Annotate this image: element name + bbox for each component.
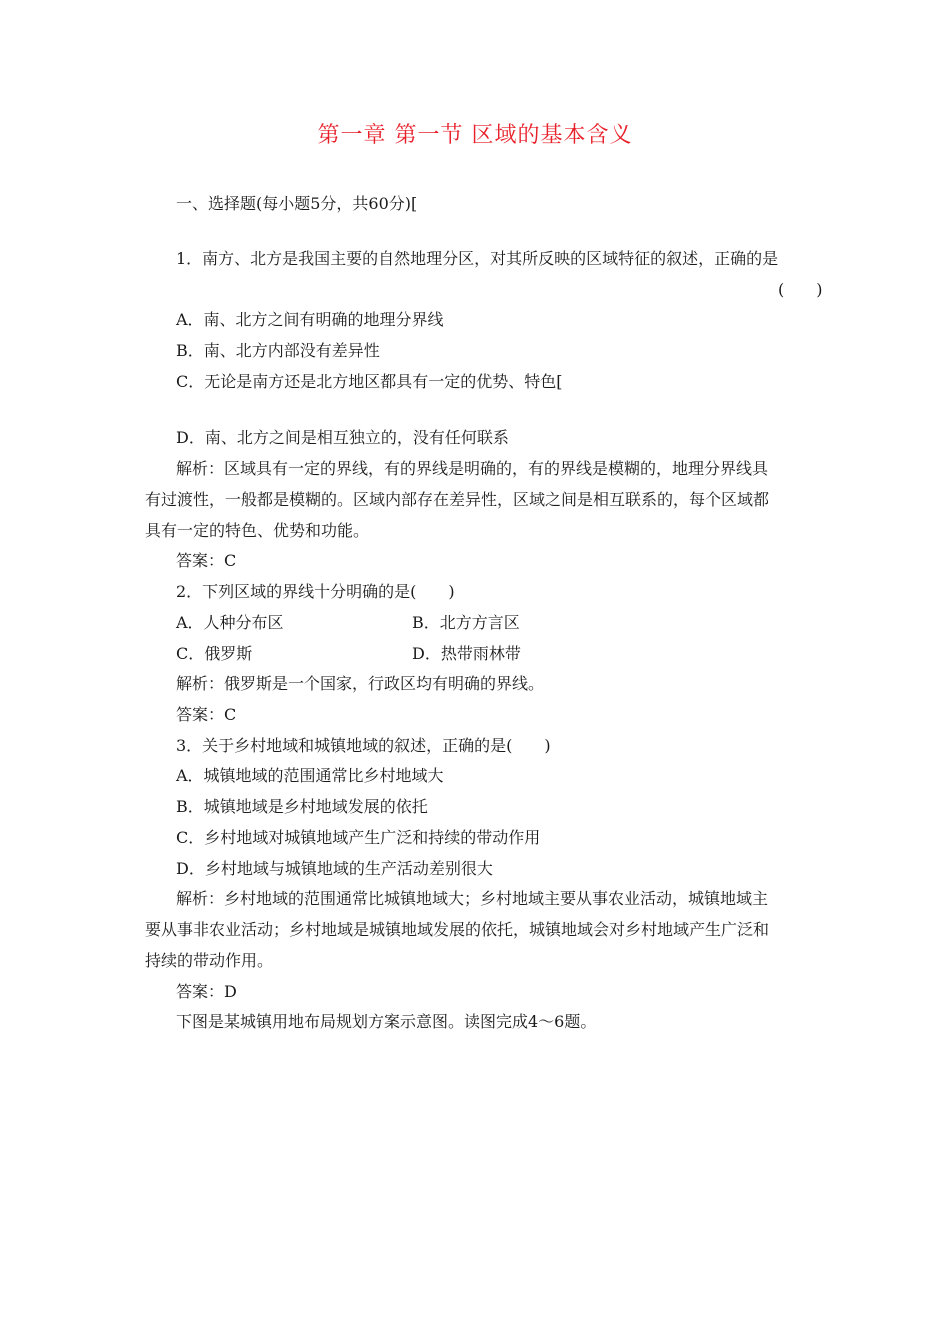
question-3-option-c: C．乡村地域对城镇地域产生广泛和持续的带动作用 bbox=[176, 828, 541, 847]
question-3-option-d: D．乡村地域与城镇地域的生产活动差别很大 bbox=[176, 859, 493, 878]
question-2-option-a: A．人种分布区 bbox=[176, 613, 284, 632]
question-1-analysis-line-1: 解析：区域具有一定的界线，有的界线是明确的，有的界线是模糊的，地理分界线具 bbox=[176, 459, 769, 478]
question-3-option-a: A．城镇地域的范围通常比乡村地域大 bbox=[176, 766, 444, 785]
question-3-option-b: B．城镇地域是乡村地域发展的依托 bbox=[176, 797, 428, 816]
question-2-option-b: B．北方方言区 bbox=[412, 613, 520, 632]
question-2-answer: 答案：C bbox=[176, 705, 237, 724]
question-3-answer: 答案：D bbox=[176, 982, 237, 1001]
question-3-stem: 3．关于乡村地域和城镇地域的叙述，正确的是( ) bbox=[176, 736, 551, 755]
question-2-option-c: C．俄罗斯 bbox=[176, 644, 253, 663]
question-1-answer: 答案：C bbox=[176, 551, 237, 570]
question-1-option-d: D．南、北方之间是相互独立的，没有任何联系 bbox=[176, 428, 509, 447]
figure-intro-text: 下图是某城镇用地布局规划方案示意图。读图完成4～6题。 bbox=[176, 1012, 597, 1031]
question-2-option-d: D．热带雨林带 bbox=[412, 644, 521, 663]
page-title: 第一章 第一节 区域的基本含义 bbox=[317, 123, 633, 148]
question-1-analysis-line-3: 具有一定的特色、优势和功能。 bbox=[145, 521, 370, 540]
question-2-analysis: 解析：俄罗斯是一个国家，行政区均有明确的界线。 bbox=[176, 674, 545, 693]
question-1-option-c: C．无论是南方还是北方地区都具有一定的优势、特色[ bbox=[176, 372, 563, 391]
question-1-option-b: B．南、北方内部没有差异性 bbox=[176, 341, 380, 360]
question-1-analysis-line-2: 有过渡性，一般都是模糊的。区域内部存在差异性，区域之间是相互联系的，每个区域都 bbox=[145, 490, 770, 509]
question-2-stem: 2．下列区域的界线十分明确的是( ) bbox=[176, 582, 455, 601]
section-heading: 一、选择题(每小题5分，共60分)[ bbox=[176, 194, 418, 213]
question-1-stem: 1．南方、北方是我国主要的自然地理分区，对其所反映的区域特征的叙述，正确的是 bbox=[176, 249, 779, 268]
question-3-analysis-line-1: 解析：乡村地域的范围通常比城镇地域大；乡村地域主要从事农业活动，城镇地域主 bbox=[176, 889, 769, 908]
question-1-option-a: A．南、北方之间有明确的地理分界线 bbox=[176, 310, 444, 329]
question-3-analysis-line-3: 持续的带动作用。 bbox=[145, 951, 274, 970]
question-1-answer-blank: ( ) bbox=[778, 280, 823, 299]
question-3-analysis-line-2: 要从事非农业活动；乡村地域是城镇地域发展的依托，城镇地域会对乡村地域产生广泛和 bbox=[145, 920, 770, 939]
